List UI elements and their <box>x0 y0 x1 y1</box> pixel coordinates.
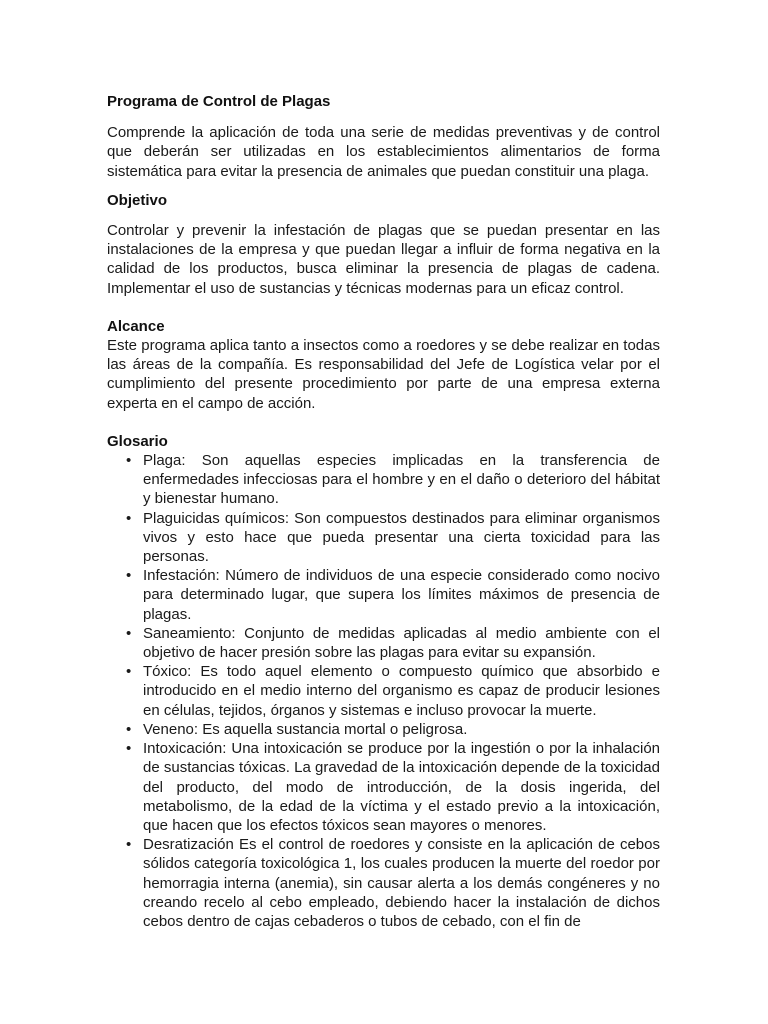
list-item-text: Desratización Es el control de roedores y consiste en la aplicación de cebos sólidos categoría toxicológica 1, los cuales producen la muerte del roedor por hemorragia interna (anemia), sin causar alerta a los demás congéneres y no creando recelo al cebo empleado, debiendo hacer la instalación de dichos cebos dentro de cajas cebaderos o tubos de cebado, con el fin de <box>143 836 660 930</box>
list-item-text: Infestación: Número de individuos de una especie considerado como nocivo para determinado lugar, que supera los límites máximos de presencia de plagas. <box>143 567 660 623</box>
bullet-icon: • <box>126 740 132 758</box>
glosario-heading: Glosario <box>107 432 168 450</box>
list-item-text: Saneamiento: Conjunto de medidas aplicadas al medio ambiente con el objetivo de hacer presión sobre las plagas para evitar su expansión. <box>143 624 660 662</box>
list-item <box>107 720 660 739</box>
list-item <box>107 624 660 662</box>
bullet-icon: • <box>126 624 132 642</box>
bullet-icon: • <box>126 836 132 854</box>
bullet-icon: • <box>126 452 132 470</box>
list-item <box>107 451 660 509</box>
alcance-heading: Alcance <box>107 317 165 335</box>
intro-paragraph: Comprende la aplicación de toda una serie de medidas preventivas y de control que deberán ser utilizadas en los establecimientos alimentarios de forma sistemática para evitar la presencia de animales que puedan constituir una plaga. <box>107 124 660 180</box>
objetivo-heading: Objetivo <box>107 191 168 209</box>
page-title: Programa de Control de Plagas <box>107 93 331 110</box>
list-item-text: Plaguicidas químicos: Son compuestos destinados para eliminar organismos vivos y esto hace que pueda presentar una cierta toxicidad para las personas. <box>143 509 660 566</box>
list-item <box>107 566 660 624</box>
objetivo-paragraph: Controlar y prevenir la infestación de plagas que se puedan presentar en las instalaciones de la empresa y que puedan llegar a influir de forma negativa en la calidad de los productos, busca eliminar la presencia de plagas de cadena. Implementar el uso de sustancias y técnicas modernas para un eficaz control. <box>107 222 660 297</box>
list-item <box>107 509 660 567</box>
bullet-icon: • <box>126 663 132 681</box>
glosario-list <box>107 451 660 931</box>
list-item <box>107 739 660 835</box>
bullet-icon: • <box>126 567 132 585</box>
alcance-paragraph: Este programa aplica tanto a insectos como a roedores y se debe realizar en todas las áreas de la compañía. Es responsabilidad del Jefe de Logística velar por el cumplimiento del presente procedimiento por parte de una empresa externa experta en el campo de acción. <box>107 337 660 412</box>
bullet-icon: • <box>126 720 132 738</box>
bullet-icon: • <box>126 509 132 527</box>
list-item-text: Tóxico: Es todo aquel elemento o compuesto químico que absorbido e introducido en el medio interno del organismo es capaz de producir lesiones en células, tejidos, órganos y sistemas e incluso provocar la muerte. <box>143 663 660 719</box>
list-item <box>107 662 660 720</box>
list-item-text: Veneno: Es aquella sustancia mortal o peligrosa. <box>143 720 468 738</box>
document-content <box>107 92 660 931</box>
list-item-text: Intoxicación: Una intoxicación se produce por la ingestión o por la inhalación de sustancias tóxicas. La gravedad de la intoxicación depende de la toxicidad del producto, del modo de introducción, de la dosis ingerida, del metabolismo, de la edad de la víctima y el estado previo a la intoxicación, que hacen que los efectos tóxicos sean mayores o menores. <box>143 740 660 834</box>
list-item <box>107 835 660 931</box>
list-item-text: Plaga: Son aquellas especies implicadas en la transferencia de enfermedades infecciosas para el hombre y en el daño o deterioro del hábitat y bienestar humano. <box>143 452 660 508</box>
